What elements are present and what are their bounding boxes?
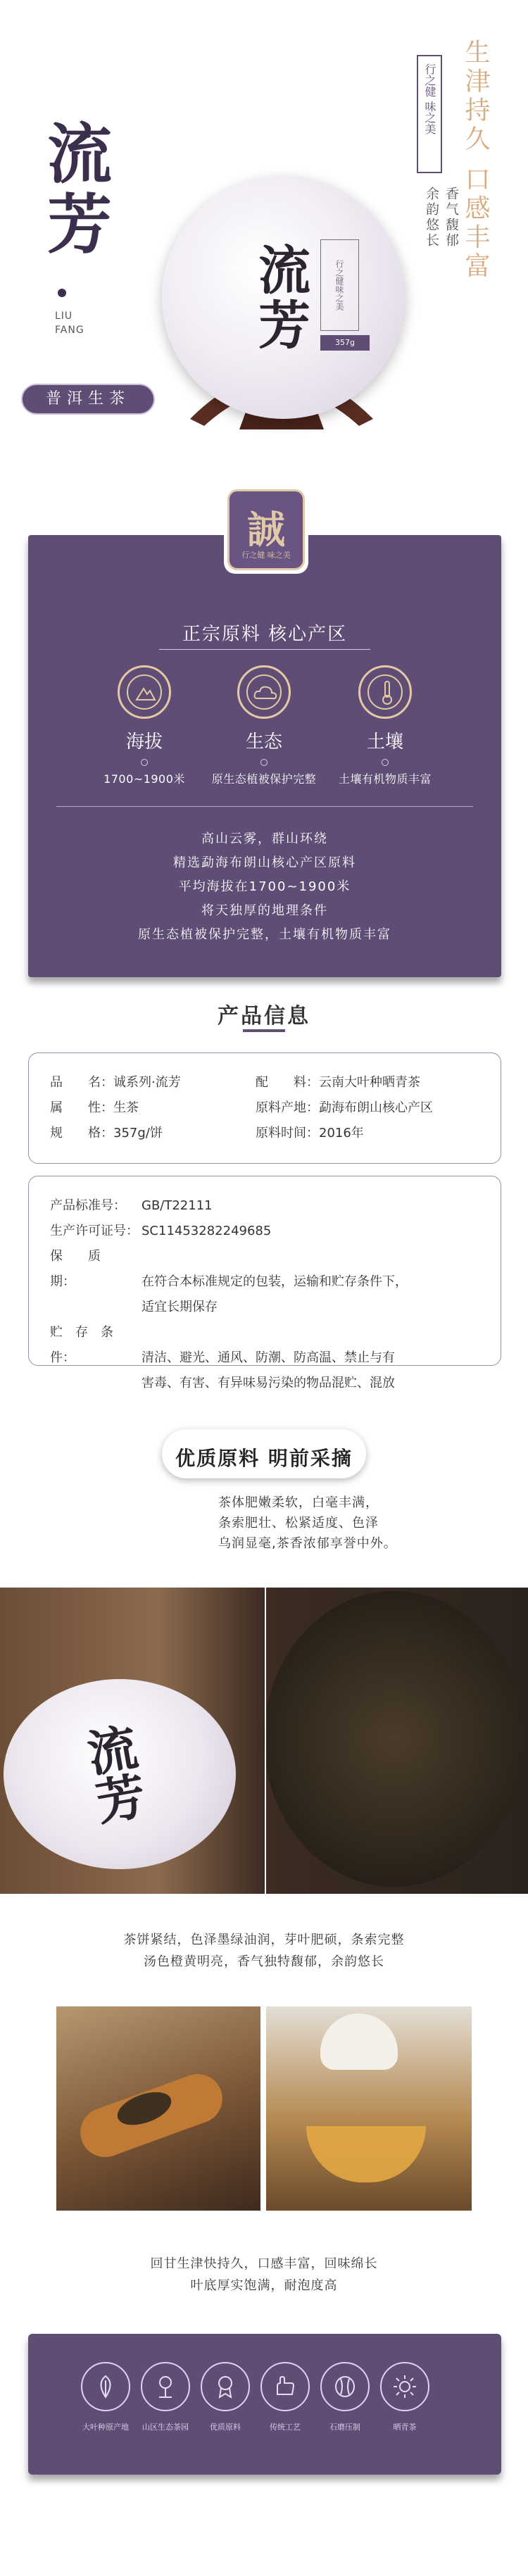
- badge-sun-dried: [370, 2362, 440, 2432]
- tea-leaves-closeup-image: [264, 1591, 524, 1887]
- info-row: 贮 存 条 件： 清洁、避光、通风、防潮、防高温、禁止与有: [50, 1325, 395, 1365]
- sun-icon: [380, 2362, 429, 2411]
- category-label: 普洱生茶: [45, 390, 130, 408]
- badge-label: 大叶种原产地: [82, 2423, 129, 2432]
- mountain-icon: [118, 665, 171, 719]
- basic-info-right: [256, 1070, 498, 1146]
- seal-text: 行之健 味之美: [423, 63, 436, 135]
- info-row: 产品标准号： GB/T22111: [50, 1198, 213, 1213]
- info-row: 规 格：357g/饼: [50, 1126, 163, 1141]
- brand-dot: [58, 289, 66, 297]
- feature-name: 土壤: [366, 731, 403, 753]
- brand-title: 流芳: [37, 120, 113, 260]
- badge-label: 山区生态茶园: [142, 2423, 189, 2432]
- quality-line: 乌润显毫,茶香浓郁享誉中外。: [218, 1536, 397, 1551]
- millstone-icon: [320, 2362, 370, 2411]
- feature-desc: 1700~1900米: [103, 772, 185, 786]
- origin-line: 平均海拔在1700~1900米: [178, 879, 351, 894]
- origin-line: 精选勐海布朗山核心产区原料: [173, 855, 356, 870]
- badge-label: 晒青茶: [393, 2423, 417, 2432]
- photo-divider: [265, 1588, 266, 1894]
- quality-line: 条索肥壮、松紧适度、色泽: [218, 1516, 379, 1531]
- feature-ecology: [204, 665, 324, 786]
- info-row: 属 性：生茶: [50, 1100, 139, 1115]
- award-icon: [201, 2362, 250, 2411]
- feature-dot: [141, 759, 148, 766]
- emblem-character: 誠: [247, 507, 285, 552]
- cloud-icon: [237, 665, 291, 719]
- product-info-card-basic: [28, 1053, 501, 1164]
- origin-line: 高山云雾，群山环绕: [201, 831, 328, 846]
- origin-line: 将天独厚的地理条件: [201, 903, 328, 918]
- feature-soil: [325, 665, 445, 786]
- badge-label: 石磨压制: [329, 2423, 360, 2432]
- feature-name: 生态: [245, 731, 282, 753]
- info-row: 保 质 期： 在符合本标准规定的包装，运输和贮存条件下，: [50, 1249, 408, 1289]
- feature-dot: [260, 759, 268, 766]
- product-info-underline: [243, 1029, 285, 1032]
- origin-title: 正宗原料 核心产区: [182, 624, 348, 645]
- product-info-card-standard: [28, 1176, 501, 1390]
- standard-info: [50, 1193, 486, 1396]
- origin-line: 原生态植被保护完整，土壤有机物质丰富: [138, 927, 391, 942]
- badge-label: 优质原料: [210, 2423, 241, 2432]
- feature-altitude: [84, 665, 204, 786]
- feature-desc: 原生态植被保护完整: [211, 772, 317, 786]
- cake-title: 流芳: [250, 243, 310, 353]
- info-row: 品 名：诚系列·流芳: [50, 1075, 181, 1090]
- info-row: 原料产地：勐海布朗山核心产区: [256, 1100, 433, 1115]
- quality-line: 茶体肥嫩柔软，白毫丰满，: [218, 1495, 379, 1510]
- taste-line: 叶底厚实饱满，耐泡度高: [190, 2278, 338, 2293]
- brand-en-line2: FANG: [55, 324, 84, 336]
- cake-label: 行之健味之美: [320, 239, 359, 331]
- feature-dot: [382, 759, 389, 766]
- info-row-cont: 适宜长期保存: [142, 1300, 218, 1314]
- quality-title: 优质原料 明前采摘: [175, 1447, 353, 1470]
- brand-en-line1: LIU: [55, 310, 73, 322]
- origin-title-divider: [159, 649, 370, 650]
- slogan: 生津持久 口感丰富: [461, 39, 490, 282]
- feature-desc: 土壤有机物质丰富: [338, 772, 432, 786]
- hand-icon: [260, 2362, 310, 2411]
- sub-slogan-1: 香气馥郁: [444, 187, 459, 249]
- cake-weight-badge: 357g: [320, 335, 370, 351]
- tree-icon: [141, 2362, 190, 2411]
- quality-description: [218, 1493, 429, 1554]
- info-row: 配 料：云南大叶种晒青茶: [256, 1075, 420, 1090]
- product-info-title: 产品信息: [218, 1004, 310, 1029]
- basic-info-left: [50, 1070, 261, 1146]
- leaf-icon: [81, 2362, 130, 2411]
- badge-label: 传统工艺: [270, 2423, 301, 2432]
- info-row-cont: 害毒、有害、有异味易污染的物品混贮、混放: [142, 1376, 395, 1390]
- taste-line: 回甘生津快持久，口感丰富，回味绵长: [150, 2256, 378, 2271]
- brand-english: [55, 310, 84, 337]
- photo-cake-title: 流芳: [75, 1720, 151, 1828]
- leaf-line: 汤色橙黄明亮，香气独特馥郁，余韵悠长: [144, 1954, 384, 1969]
- thermometer-icon: [358, 665, 412, 719]
- origin-divider: [56, 806, 473, 807]
- info-row: 生产许可证号： SC11453282249685: [50, 1224, 272, 1238]
- category-pill: [21, 384, 155, 415]
- info-row: 原料时间：2016年: [256, 1126, 364, 1141]
- leaf-description: [0, 1929, 528, 1973]
- sub-slogan-2: 余韵悠长: [424, 187, 439, 249]
- feature-name: 海拔: [125, 731, 163, 753]
- seal-tag: [417, 55, 442, 173]
- leaf-line: 茶饼紧结，色泽墨绿油润，芽叶肥硕，条索完整: [123, 1933, 405, 1947]
- origin-description: [28, 827, 501, 947]
- taste-description: [0, 2253, 528, 2297]
- emblem-subtitle: 行之健 味之美: [241, 551, 291, 560]
